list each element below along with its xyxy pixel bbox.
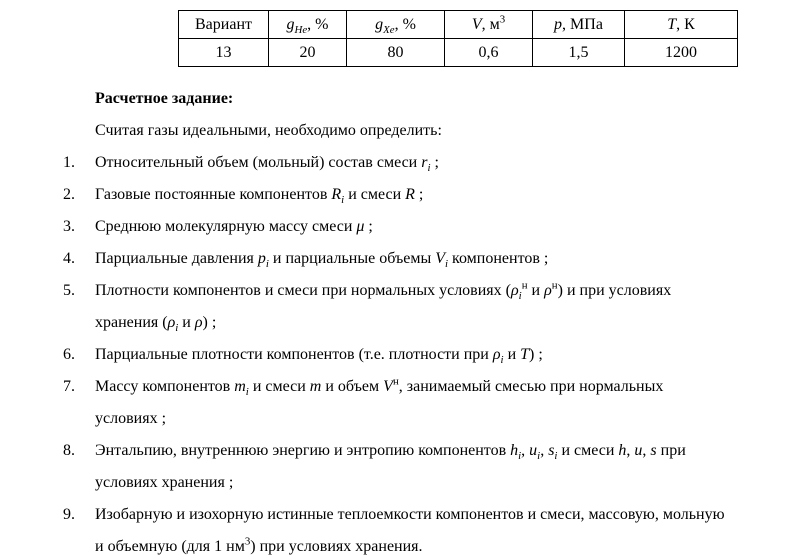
list-item	[63, 179, 786, 211]
list-item-number: 1.	[63, 154, 75, 171]
table-data-row	[179, 39, 738, 67]
table-header-pressure: p, МПа	[533, 11, 625, 39]
list-item-number: 6.	[63, 346, 75, 363]
list-item-text: Среднюю молекулярную массу смеси μ ;	[95, 218, 373, 235]
list-item-text: Энтальпию, внутреннюю энергию и энтропию компонентов $h_i$, $u_i$, $s_i$ и смеси h, u, s при условиях хранения ;	[95, 442, 686, 491]
table-header-row	[179, 11, 738, 39]
table-cell-temperature: 1200	[625, 39, 738, 67]
list-item	[63, 339, 786, 371]
table-header-temperature: T, К	[625, 11, 738, 39]
list-item-text: Относительный объем (мольный) состав смеси $r_i$ ;	[95, 154, 439, 175]
task-heading: Расчетное задание:	[95, 90, 234, 107]
table-cell-g-he: 20	[269, 39, 347, 67]
list-item-text: Парциальные плотности компонентов (т.е. плотности при $\rho_i$ и T) ;	[95, 346, 543, 367]
table-cell-g-xe: 80	[347, 39, 445, 67]
list-item-text: Парциальные давления $p_i$ и парциальные объемы $V_i$ компонентов ;	[95, 250, 549, 271]
list-item-text: Плотности компонентов и смеси при нормальных условиях ($\rho_i^н$ и $\rho^н$) и при условиях хранения ($\rho_i$ и ρ) ;	[95, 279, 672, 335]
list-item-number: 2.	[63, 186, 75, 203]
list-item-number: 7.	[63, 378, 75, 395]
list-item	[63, 499, 786, 556]
table-header-variant: Вариант	[179, 11, 269, 39]
table-header-g-he: $g_{He}$, %	[269, 11, 347, 39]
list-item-text: Изобарную и изохорную истинные теплоемкости компонентов и смеси, массовую, мольную и объемную (для 1 $нм^3$) при условиях хранения.	[95, 506, 725, 555]
list-item-number: 5.	[63, 282, 75, 299]
list-item	[63, 243, 786, 275]
task-intro: Считая газы идеальными, необходимо определить:	[95, 122, 442, 139]
list-item	[63, 211, 786, 243]
list-item-text: Массу компонентов $m_i$ и смеси m и объем $V^н$, занимаемый смесью при нормальных условиях ;	[95, 375, 664, 427]
list-item	[63, 147, 786, 179]
table-cell-variant: 13	[179, 39, 269, 67]
list-item	[63, 275, 786, 339]
list-item-number: 9.	[63, 506, 75, 523]
list-item-text: Газовые постоянные компонентов $R_i$ и смеси R ;	[95, 186, 424, 207]
table-cell-volume: 0,6	[445, 39, 533, 67]
parameters-table	[178, 10, 738, 67]
task-list	[63, 147, 786, 556]
list-item-number: 4.	[63, 250, 75, 267]
table-cell-pressure: 1,5	[533, 39, 625, 67]
table-header-g-xe: $g_{Xe}$, %	[347, 11, 445, 39]
task-content	[0, 83, 786, 556]
list-item-number: 3.	[63, 218, 75, 235]
list-item	[63, 371, 786, 435]
list-item	[63, 435, 786, 499]
table-header-volume: V, $м^3$	[445, 11, 533, 39]
list-item-number: 8.	[63, 442, 75, 459]
